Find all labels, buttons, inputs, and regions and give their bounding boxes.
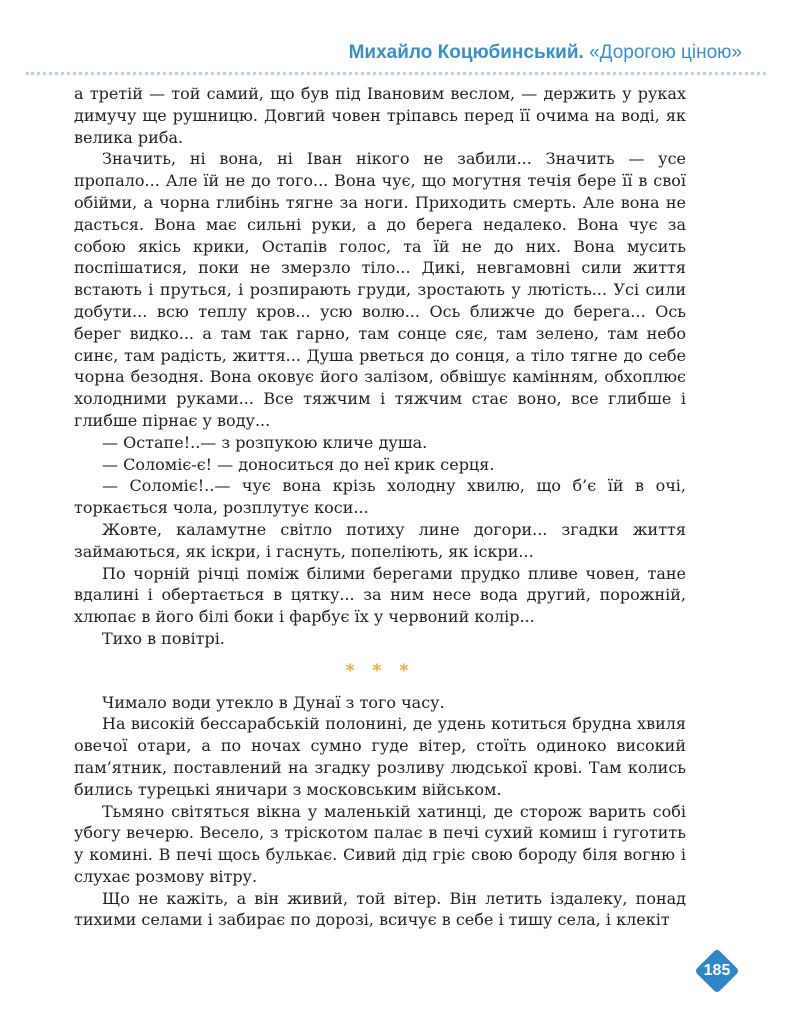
header-title: «Дорогою ціною» — [589, 42, 742, 63]
paragraph: На високій бессарабській полонині, де удень котиться брудна хвиля овечої отари, а по ночах сумно гуде вітер, стоїть одиноко високий пам’ятник, поставлений на згадку розливу людської крові. Там колись бились турецькі яничари з московським військом. — [74, 714, 686, 799]
section-separator: * * * — [345, 660, 415, 681]
paragraph: Що не кажіть, а він живий, той вітер. Він летить іздалеку, понад тихими селами і забирає по дорозі, всичує в себе і тишу села, і клекіт — [74, 888, 686, 930]
paragraph: Тихо в повітрі. — [102, 628, 225, 648]
body-text — [74, 83, 686, 931]
paragraph: — Соломіє-є! — доноситься до неї крик серця. — [102, 454, 495, 474]
paragraph: Чимало води утекло в Дунаї з того часу. — [102, 692, 445, 712]
header-divider — [26, 72, 766, 75]
paragraph: Тьмяно світяться вікна у маленькій хатинці, де сторож варить собі убогу вечерю. Весело, з тріскотом палає в печі сухий комиш і гуготить у комині. В печі щось булькає. Сивий дід гріє свою бороду біля вогню і слухає розмову вітру. — [74, 801, 686, 886]
page-number-badge — [692, 946, 742, 996]
header-author: Михайло Коцюбинський. — [348, 42, 584, 63]
page-number: 185 — [703, 962, 731, 979]
paragraph: По чорній річці поміж білими берегами прудко пливе човен, тане вдалині і обертається в цятку... за ним несе вода другий, порожній, хлюпає в його білі боки і фарбує їх у червоний колір... — [74, 563, 686, 627]
paragraph: — Соломіє!..— чує вона крізь холодну хвилю, що б’є їй в очі, торкається чола, розплутує коси... — [74, 476, 686, 518]
paragraph: а третій — той самий, що був під Івановим веслом, — держить у руках димучу ще рушницю. Довгий човен тріпавсь перед її очима на воді, як велика риба. — [74, 84, 686, 147]
paragraph: Значить, ні вона, ні Іван нікого не забили... Значить — усе пропало... Але їй не до того... Вона чує, що могутня течія бере її в свої обійми, а чорна глибінь тягне за ноги. Приходить смерть. Але вона не дасться. Вона має сильні руки, а до берега недалеко. Вона чує за собою якісь крики, Остапів голос, та їй не до них. Вона мусить поспішатися, поки не змерзло тіло... Дикі, невгамовні сили життя встають і пруться, і розпирають груди, зростають у лютість... Усі сили добути... всю теплу кров... усю волю... Ось ближче до берега... Ось берег видко... а там так гарно, там сонце сяє, там зелено, там небо синє, там радість, життя... Душа рветься до сонця, а тіло тягне до себе чорна безодня. Вона оковує його залізом, обвішує камінням, обхоплює холодними руками... Все тяжчим і тяжчим стає воно, все глибше і глибше пірнає у воду... — [74, 149, 686, 430]
paragraph: — Остапе!..— з розпукою кличе душа. — [102, 432, 428, 452]
paragraph: Жовте, каламутне світло потиху лине догори... згадки життя займаються, як іскри, і гаснуть, попеліють, як іскри... — [74, 519, 686, 561]
running-header — [349, 42, 742, 64]
